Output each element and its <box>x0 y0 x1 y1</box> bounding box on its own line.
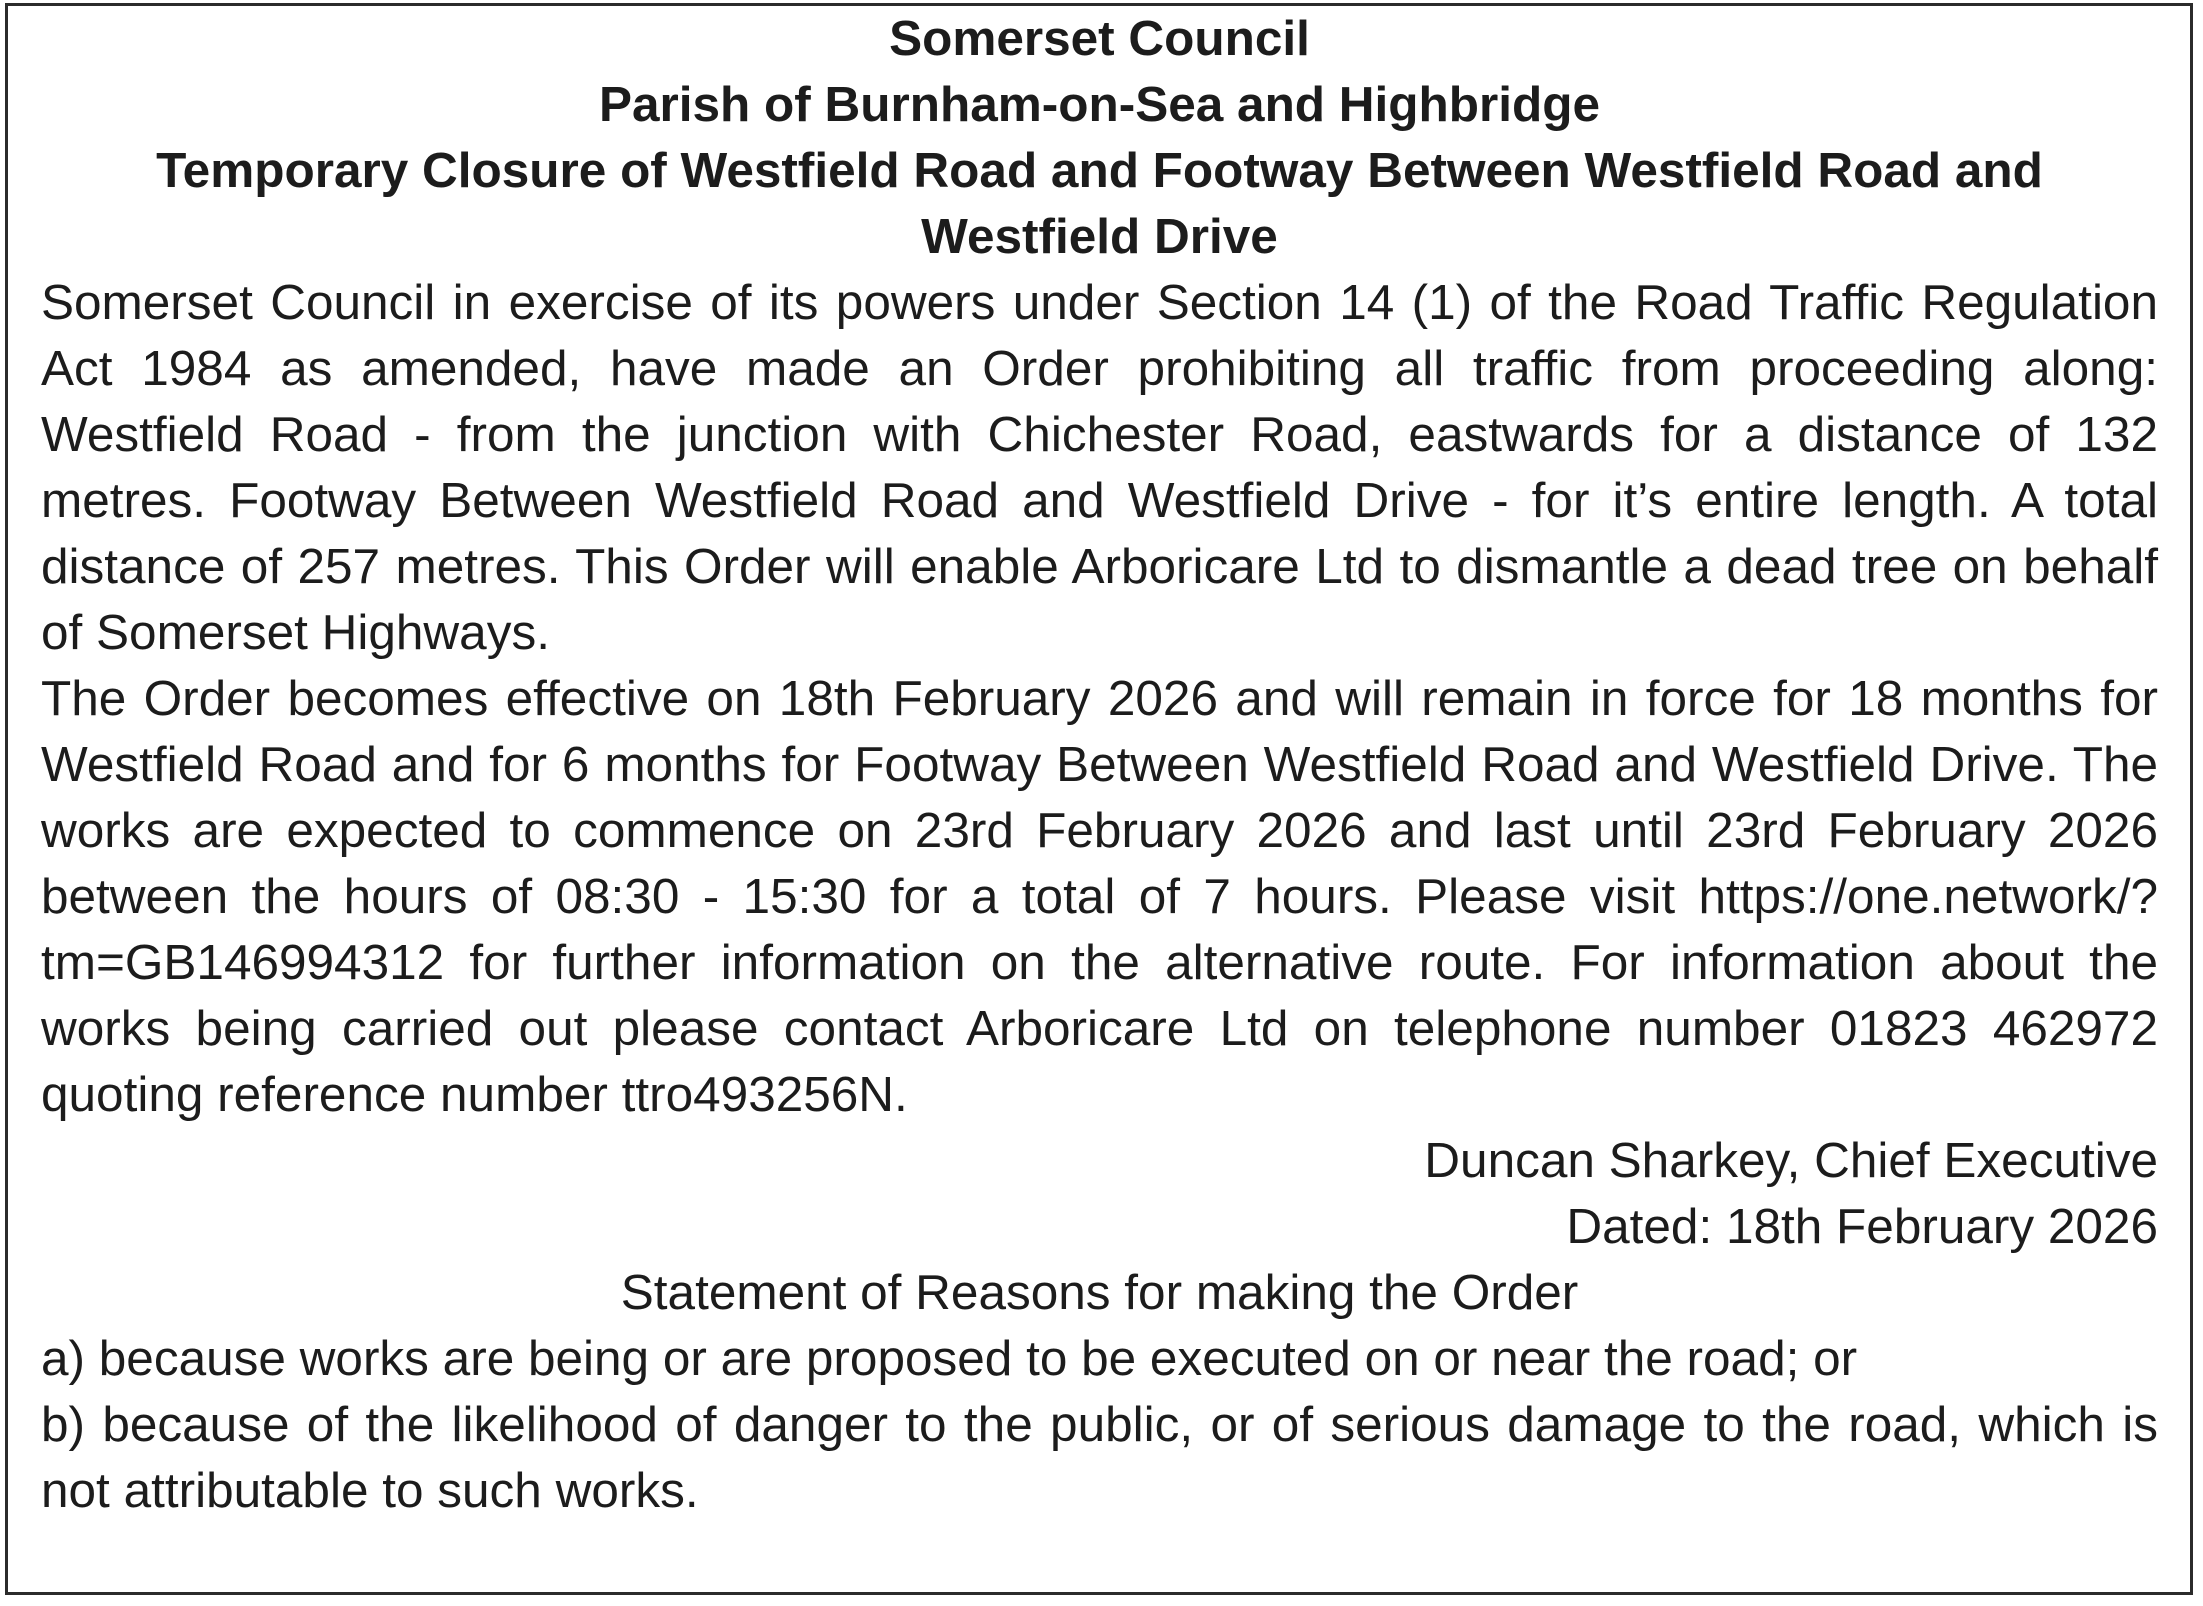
effective-paragraph: The Order becomes effective on 18th February 2026 and will remain in force for 18 months for Westfield Road and for 6 months for Footway Between Westfield Road and Westfield Drive. The works are expected to commence on 23rd February 2026 and last until 23rd February 2026 between the hours of 08:30 - 15:30 for a total of 7 hours. Please visit https://one.network/?tm=GB146994312 for further information on the alternative route. For information about the works being carried out please contact Arboricare Ltd on telephone number 01823 462972 quoting reference number ttro493256N. <box>41 671 2158 1122</box>
parish-name: Parish of Burnham-on-Sea and Highbridge <box>598 77 1601 132</box>
public-notice <box>5 3 2193 1595</box>
reason-b: b) because of the likelihood of danger to the public, or of serious damage to the road, which is not attributable to such works. <box>41 1397 2158 1518</box>
reasons-title: Statement of Reasons for making the Order <box>620 1265 1579 1320</box>
signatory: Duncan Sharkey, Chief Executive <box>1424 1133 2158 1188</box>
order-paragraph: Somerset Council in exercise of its powers under Section 14 (1) of the Road Traffic Regulation Act 1984 as amended, have made an Order prohibiting all traffic from proceeding along: Westfield Road - from the junction with Chichester Road, eastwards for a distance of 132 metres. Footway Between Westfield Road and Westfield Drive - for it’s entire length. A total distance of 257 metres. This Order will enable Arboricare Ltd to dismantle a dead tree on behalf of Somerset Highways. <box>41 275 2158 660</box>
council-name: Somerset Council <box>889 11 1310 66</box>
reason-a: a) because works are being or are proposed to be executed on or near the road; or <box>41 1331 1858 1386</box>
notice-title: Temporary Closure of Westfield Road and Footway Between Westfield Road and Westfield Drive <box>156 143 2043 264</box>
notice-heading <box>41 6 2158 270</box>
date-line: Dated: 18th February 2026 <box>1566 1199 2158 1254</box>
